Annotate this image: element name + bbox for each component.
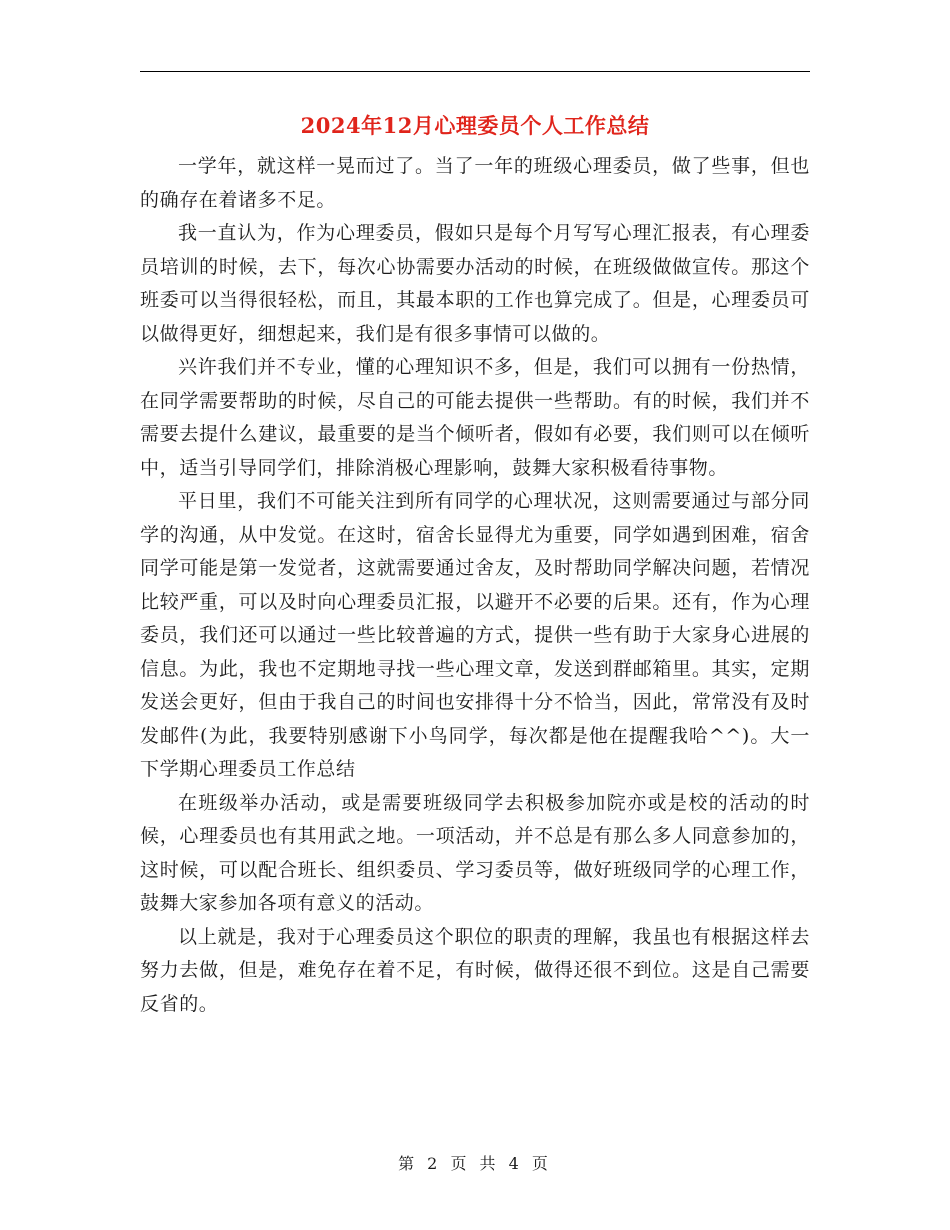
paragraph-4: 平日里，我们不可能关注到所有同学的心理状况，这则需要通过与部分同学的沟通，从中发觉。在这时，宿舍长显得尤为重要，同学如遇到困难，宿舍同学可能是第一发觉者，这就需要通过舍友，及时帮助同学解决问题，若情况比较严重，可以及时向心理委员汇报，以避开不必要的后果。还有，作为心理委员，我们还可以通过一些比较普遍的方式，提供一些有助于大家身心进展的信息。为此，我也不定期地寻找一些心理文章，发送到群邮箱里。其实，定期发送会更好，但由于我自己的时间也安排得十分不恰当，因此，常常没有及时发邮件(为此，我要特别感谢下小鸟同学，每次都是他在提醒我哈^^)。大一下学期心理委员工作总结 [140, 490, 810, 780]
header-rule [140, 71, 810, 72]
page-number: 第 2 页 共 4 页 [398, 1154, 552, 1173]
paragraph-6: 以上就是，我对于心理委员这个职位的职责的理解，我虽也有根据这样去努力去做，但是，难免存在着不足，有时候，做得还很不到位。这是自己需要反省的。 [140, 925, 810, 1015]
paragraph-3: 兴许我们并不专业，懂的心理知识不多，但是，我们可以拥有一份热情，在同学需要帮助的时候，尽自己的可能去提供一些帮助。有的时候，我们并不需要去提什么建议，最重要的是当个倾听者，假如有必要，我们则可以在倾听中，适当引导同学们，排除消极心理影响，鼓舞大家积极看待事物。 [140, 356, 810, 479]
document-title: 2024年12月心理委员个人工作总结 [300, 113, 650, 138]
document-body [140, 150, 810, 1021]
paragraph-1: 一学年，就这样一晃而过了。当了一年的班级心理委员，做了些事，但也的确存在着诸多不足。 [140, 155, 810, 211]
paragraph-2: 我一直认为，作为心理委员，假如只是每个月写写心理汇报表，有心理委员培训的时候，去下，每次心协需要办活动的时候，在班级做做宣传。那这个班委可以当得很轻松，而且，其最本职的工作也算完成了。但是，心理委员可以做得更好，细想起来，我们是有很多事情可以做的。 [140, 222, 810, 345]
paragraph-5: 在班级举办活动，或是需要班级同学去积极参加院亦或是校的活动的时候，心理委员也有其用武之地。一项活动，并不总是有那么多人同意参加的，这时候，可以配合班长、组织委员、学习委员等，做好班级同学的心理工作，鼓舞大家参加各项有意义的活动。 [140, 791, 810, 914]
